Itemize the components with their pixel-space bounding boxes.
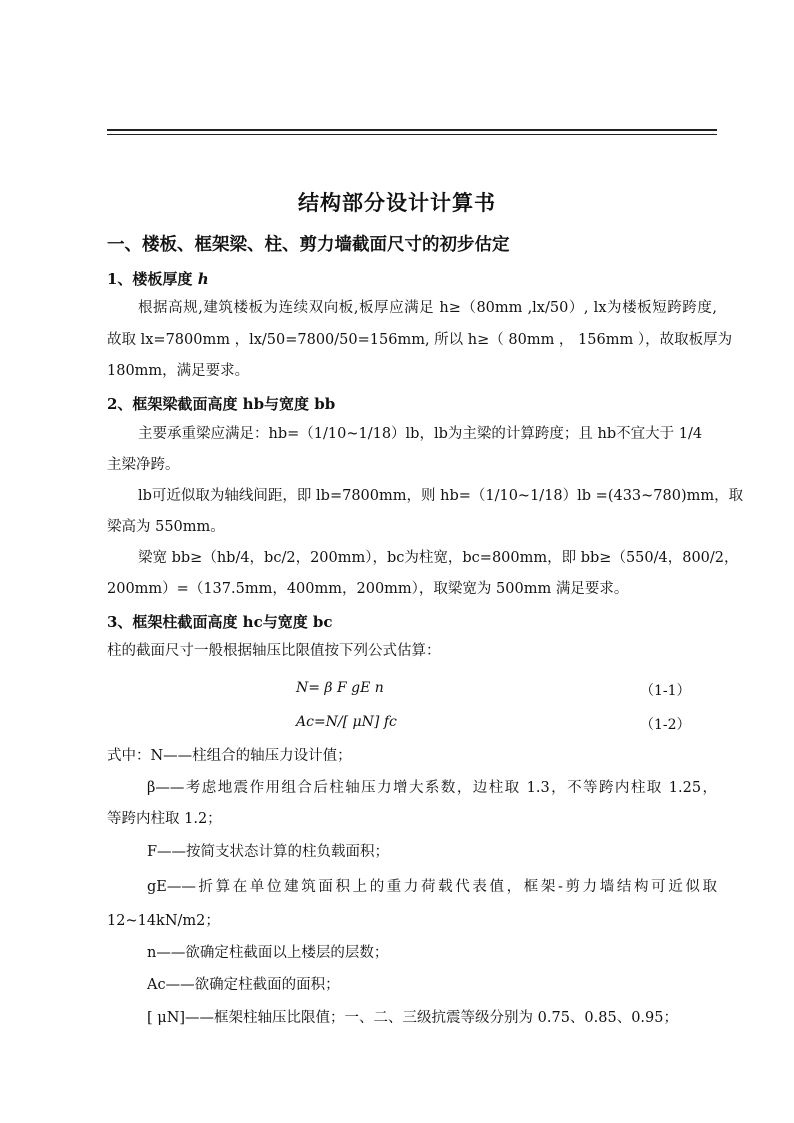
- subsection-heading-beam: 2、框架梁截面高度 hb与宽度 bb: [107, 395, 336, 413]
- header-rule-thin: [107, 134, 717, 135]
- beam-paragraph-line-1: 主要承重梁应满足：hb=（1/10~1/18）lb，lb为主梁的计算跨度；且 hb不宜大于 1/4: [138, 426, 703, 442]
- definition-gE-line-1: gE——折算在单位建筑面积上的重力荷载代表值，框架-剪力墙结构可近似取: [147, 879, 717, 895]
- formula-1-2: Ac=N/[ μN] fc: [296, 714, 397, 730]
- definition-F: F——按简支状态计算的柱负载面积；: [147, 844, 390, 860]
- subsection-heading-slab: 1、楼板厚度 h: [107, 270, 209, 288]
- definition-Ac: Ac——欲确定柱截面的面积；: [147, 977, 340, 993]
- definition-muN: [ μN]——框架柱轴压比限值；一、二、三级抗震等级分别为 0.75、0.85、0.95；: [147, 1010, 678, 1026]
- beam-paragraph-line-5: 梁宽 bb≥（hb/4，bc/2，200mm），bc为柱宽，bc=800mm，即 bb≥（550/4，800/2，: [138, 550, 739, 566]
- definition-N: 式中：N——柱组合的轴压力设计值；: [107, 748, 352, 764]
- definition-n: n——欲确定柱截面以上楼层的层数；: [147, 945, 389, 961]
- document-title: 结构部分设计计算书: [298, 190, 496, 215]
- header-rule-thick: [107, 129, 717, 131]
- beam-paragraph-line-3: lb可近似取为轴线间距，即 lb=7800mm，则 hb=（1/10~1/18）lb =(433~780)mm，取: [138, 488, 744, 504]
- section-heading-1: 一、楼板、框架梁、柱、剪力墙截面尺寸的初步估定: [107, 235, 510, 255]
- formula-1-1: N= β F gE n: [296, 680, 384, 696]
- formula-1-1-number: （1-1）: [640, 683, 691, 699]
- formula-1-2-number: （1-2）: [640, 717, 691, 733]
- definition-gE-line-2: 12~14kN/m2；: [107, 913, 220, 929]
- slab-paragraph-line-2: 故取 lx=7800mm ，lx/50=7800/50=156mm, 所以 h≥（ 80mm ， 156mm ），故取板厚为: [107, 332, 733, 348]
- slab-paragraph-line-1: 根据高规,建筑楼板为连续双向板,板厚应满足 h≥（80mm ,lx/50）, lx为楼板短跨跨度,: [138, 300, 717, 316]
- definition-beta-line-1: β——考虑地震作用组合后柱轴压力增大系数，边柱取 1.3，不等跨内柱取 1.25，: [147, 780, 717, 796]
- beam-paragraph-line-2: 主梁净跨。: [107, 457, 180, 473]
- column-intro: 柱的截面尺寸一般根据轴压比限值按下列公式估算：: [107, 643, 441, 659]
- beam-paragraph-line-4: 梁高为 550mm。: [107, 519, 225, 535]
- definition-beta-line-2: 等跨内柱取 1.2；: [107, 811, 222, 827]
- beam-paragraph-line-6: 200mm）=（137.5mm，400mm，200mm），取梁宽为 500mm 满足要求。: [107, 581, 629, 597]
- subsection-heading-column: 3、框架柱截面高度 hc与宽度 bc: [107, 613, 333, 631]
- slab-paragraph-line-3: 180mm，满足要求。: [107, 363, 250, 379]
